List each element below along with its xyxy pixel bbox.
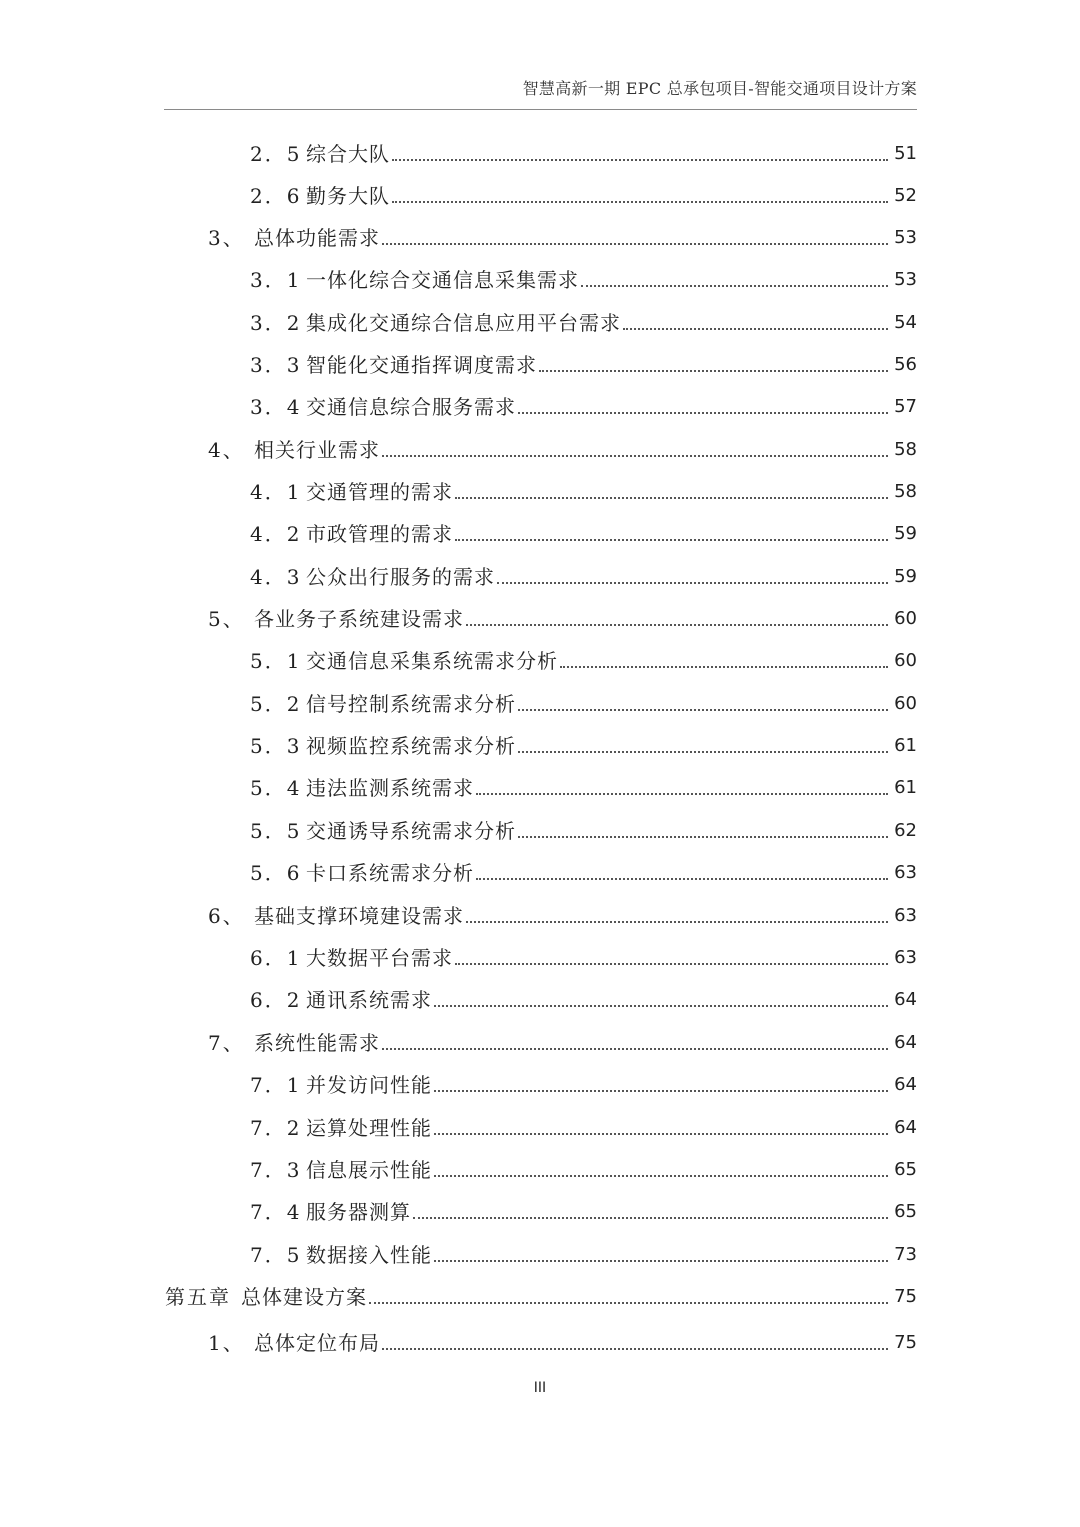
- toc-entry[interactable]: [208, 432, 917, 462]
- toc-entry-page: 63: [894, 905, 917, 926]
- toc-entry-page: 52: [894, 185, 917, 206]
- toc-entry-number: 5．2: [250, 692, 302, 716]
- toc-entry-title: 综合大队: [306, 142, 390, 166]
- toc-dot-leader: [455, 539, 888, 541]
- toc-dot-leader: [434, 1133, 888, 1135]
- toc-entry[interactable]: [208, 1025, 917, 1055]
- toc-entry-page: 61: [894, 735, 917, 756]
- toc-entry[interactable]: [250, 813, 917, 843]
- toc-entry-page: 64: [894, 1074, 917, 1095]
- toc-entry-page: 60: [894, 650, 917, 671]
- toc-dot-leader: [518, 412, 888, 414]
- toc-entry[interactable]: [165, 1279, 917, 1309]
- toc-entry-title: 集成化交通综合信息应用平台需求: [306, 311, 621, 335]
- toc-entry-page: 75: [894, 1286, 917, 1307]
- toc-entry-page: 73: [894, 1244, 917, 1265]
- toc-dot-leader: [455, 497, 888, 499]
- toc-entry[interactable]: [208, 1325, 917, 1355]
- toc-dot-leader: [518, 751, 888, 753]
- toc-dot-leader: [560, 666, 888, 668]
- toc-dot-leader: [518, 836, 888, 838]
- toc-entry-title: 交通信息综合服务需求: [306, 395, 516, 419]
- toc-entry-number: 5．4: [250, 776, 302, 800]
- toc-entry-page: 57: [894, 396, 917, 417]
- toc-entry-number: 3．1: [250, 268, 302, 292]
- toc-entry[interactable]: [250, 136, 917, 166]
- toc-entry-number: 5、: [208, 607, 245, 631]
- toc-entry-number: 4．2: [250, 522, 302, 546]
- toc-entry-number: 4、: [208, 438, 245, 462]
- toc-entry-page: 75: [894, 1332, 917, 1353]
- toc-entry-title: 各业务子系统建设需求: [254, 607, 464, 631]
- toc-dot-leader: [382, 243, 888, 245]
- toc-dot-leader: [497, 582, 888, 584]
- toc-entry-number: 6．1: [250, 946, 302, 970]
- toc-entry-title: 运算处理性能: [306, 1116, 432, 1140]
- toc-entry[interactable]: [250, 389, 917, 419]
- toc-entry[interactable]: [250, 474, 917, 504]
- toc-entry-title: 交通信息采集系统需求分析: [306, 649, 558, 673]
- toc-entry-title: 信号控制系统需求分析: [306, 692, 516, 716]
- toc-entry-page: 60: [894, 693, 917, 714]
- toc-entry-page: 53: [894, 269, 917, 290]
- toc-entry[interactable]: [250, 982, 917, 1012]
- toc-entry[interactable]: [208, 220, 917, 250]
- toc-entry[interactable]: [250, 1067, 917, 1097]
- toc-entry-title: 大数据平台需求: [306, 946, 453, 970]
- toc-dot-leader: [518, 709, 888, 711]
- toc-entry-title: 总体建设方案: [241, 1285, 367, 1309]
- toc-dot-leader: [434, 1005, 888, 1007]
- toc-entry-number: 6、: [208, 904, 245, 928]
- toc-entry[interactable]: [250, 1110, 917, 1140]
- toc-dot-leader: [392, 159, 888, 161]
- toc-entry-number: 3．3: [250, 353, 302, 377]
- toc-entry[interactable]: [208, 601, 917, 631]
- toc-dot-leader: [466, 921, 888, 923]
- toc-entry-page: 59: [894, 523, 917, 544]
- toc-dot-leader: [476, 793, 888, 795]
- toc-dot-leader: [623, 328, 888, 330]
- toc-entry[interactable]: [250, 1237, 917, 1267]
- toc-entry-page: 63: [894, 947, 917, 968]
- toc-entry-number: 5．6: [250, 861, 302, 885]
- toc-dot-leader: [382, 455, 888, 457]
- toc-entry-page: 65: [894, 1201, 917, 1222]
- toc-dot-leader: [581, 285, 888, 287]
- toc-entry[interactable]: [250, 347, 917, 377]
- toc-entry[interactable]: [250, 262, 917, 292]
- toc-dot-leader: [382, 1348, 888, 1350]
- toc-entry-number: 2．6: [250, 184, 302, 208]
- toc-entry-number: 1、: [208, 1331, 245, 1355]
- toc-entry-number: 5．1: [250, 649, 302, 673]
- running-header: 智慧高新一期 EPC 总承包项目-智能交通项目设计方案: [522, 79, 917, 98]
- toc-entry[interactable]: [250, 686, 917, 716]
- toc-entry-page: 56: [894, 354, 917, 375]
- toc-entry[interactable]: [250, 728, 917, 758]
- toc-entry-number: 5．3: [250, 734, 302, 758]
- toc-entry-number: 4．1: [250, 480, 302, 504]
- page-number: III: [533, 1380, 547, 1396]
- toc-entry-page: 62: [894, 820, 917, 841]
- toc-dot-leader: [539, 370, 888, 372]
- toc-entry-page: 60: [894, 608, 917, 629]
- toc-entry[interactable]: [250, 516, 917, 546]
- toc-entry[interactable]: [250, 643, 917, 673]
- toc-dot-leader: [476, 878, 888, 880]
- toc-entry-number: 3．4: [250, 395, 302, 419]
- toc-entry[interactable]: [250, 1152, 917, 1182]
- toc-entry-number: 3、: [208, 226, 245, 250]
- toc-dot-leader: [392, 201, 888, 203]
- toc-entry-page: 65: [894, 1159, 917, 1180]
- toc-entry-number: 7．5: [250, 1243, 302, 1267]
- toc-entry-page: 58: [894, 481, 917, 502]
- toc-dot-leader: [413, 1217, 888, 1219]
- toc-entry-title: 基础支撑环境建设需求: [254, 904, 464, 928]
- toc-dot-leader: [455, 963, 888, 965]
- toc-entry-page: 58: [894, 439, 917, 460]
- toc-entry[interactable]: [250, 855, 917, 885]
- toc-entry-title: 服务器测算: [306, 1200, 411, 1224]
- toc-entry-page: 61: [894, 777, 917, 798]
- toc-entry-page: 64: [894, 989, 917, 1010]
- toc-entry-number: 7．3: [250, 1158, 302, 1182]
- toc-entry[interactable]: [250, 559, 917, 589]
- toc-entry-number: 7．4: [250, 1200, 302, 1224]
- toc-entry-title: 通讯系统需求: [306, 988, 432, 1012]
- toc-entry-number: 第五章: [165, 1285, 231, 1309]
- toc-entry-title: 相关行业需求: [254, 438, 380, 462]
- toc-entry[interactable]: [208, 898, 917, 928]
- toc-entry[interactable]: [250, 1194, 917, 1224]
- toc-dot-leader: [466, 624, 888, 626]
- toc-entry-number: 5．5: [250, 819, 302, 843]
- toc-dot-leader: [434, 1175, 888, 1177]
- toc-entry-page: 64: [894, 1032, 917, 1053]
- toc-entry-page: 53: [894, 227, 917, 248]
- toc-entry-title: 信息展示性能: [306, 1158, 432, 1182]
- toc-entry-title: 交通诱导系统需求分析: [306, 819, 516, 843]
- toc-dot-leader: [382, 1048, 888, 1050]
- toc-entry-number: 6．2: [250, 988, 302, 1012]
- toc-entry-number: 7．2: [250, 1116, 302, 1140]
- toc-entry-page: 63: [894, 862, 917, 883]
- toc-entry-title: 公众出行服务的需求: [306, 565, 495, 589]
- toc-entry-title: 勤务大队: [306, 184, 390, 208]
- toc-entry-title: 智能化交通指挥调度需求: [306, 353, 537, 377]
- toc-dot-leader: [434, 1260, 888, 1262]
- toc-entry-page: 51: [894, 143, 917, 164]
- toc-entry-title: 数据接入性能: [306, 1243, 432, 1267]
- toc-entry-title: 总体功能需求: [254, 226, 380, 250]
- toc-entry-page: 59: [894, 566, 917, 587]
- toc-entry-number: 3．2: [250, 311, 302, 335]
- toc-entry-number: 2．5: [250, 142, 302, 166]
- toc-entry-title: 并发访问性能: [306, 1073, 432, 1097]
- toc-entry-number: 4．3: [250, 565, 302, 589]
- toc-entry-title: 交通管理的需求: [306, 480, 453, 504]
- toc-entry-number: 7．1: [250, 1073, 302, 1097]
- toc-entry-page: 64: [894, 1117, 917, 1138]
- toc-entry[interactable]: [250, 940, 917, 970]
- toc-entry-number: 7、: [208, 1031, 245, 1055]
- toc-entry-page: 54: [894, 312, 917, 333]
- toc-dot-leader: [369, 1302, 888, 1304]
- toc-entry-title: 总体定位布局: [254, 1331, 380, 1355]
- toc-entry-title: 卡口系统需求分析: [306, 861, 474, 885]
- toc-entry-title: 违法监测系统需求: [306, 776, 474, 800]
- toc-entry-title: 视频监控系统需求分析: [306, 734, 516, 758]
- toc-entry[interactable]: [250, 178, 917, 208]
- toc-entry-title: 系统性能需求: [254, 1031, 380, 1055]
- toc-dot-leader: [434, 1090, 888, 1092]
- toc-entry[interactable]: [250, 770, 917, 800]
- toc-entry-title: 一体化综合交通信息采集需求: [306, 268, 579, 292]
- toc-entry-title: 市政管理的需求: [306, 522, 453, 546]
- toc-entry[interactable]: [250, 305, 917, 335]
